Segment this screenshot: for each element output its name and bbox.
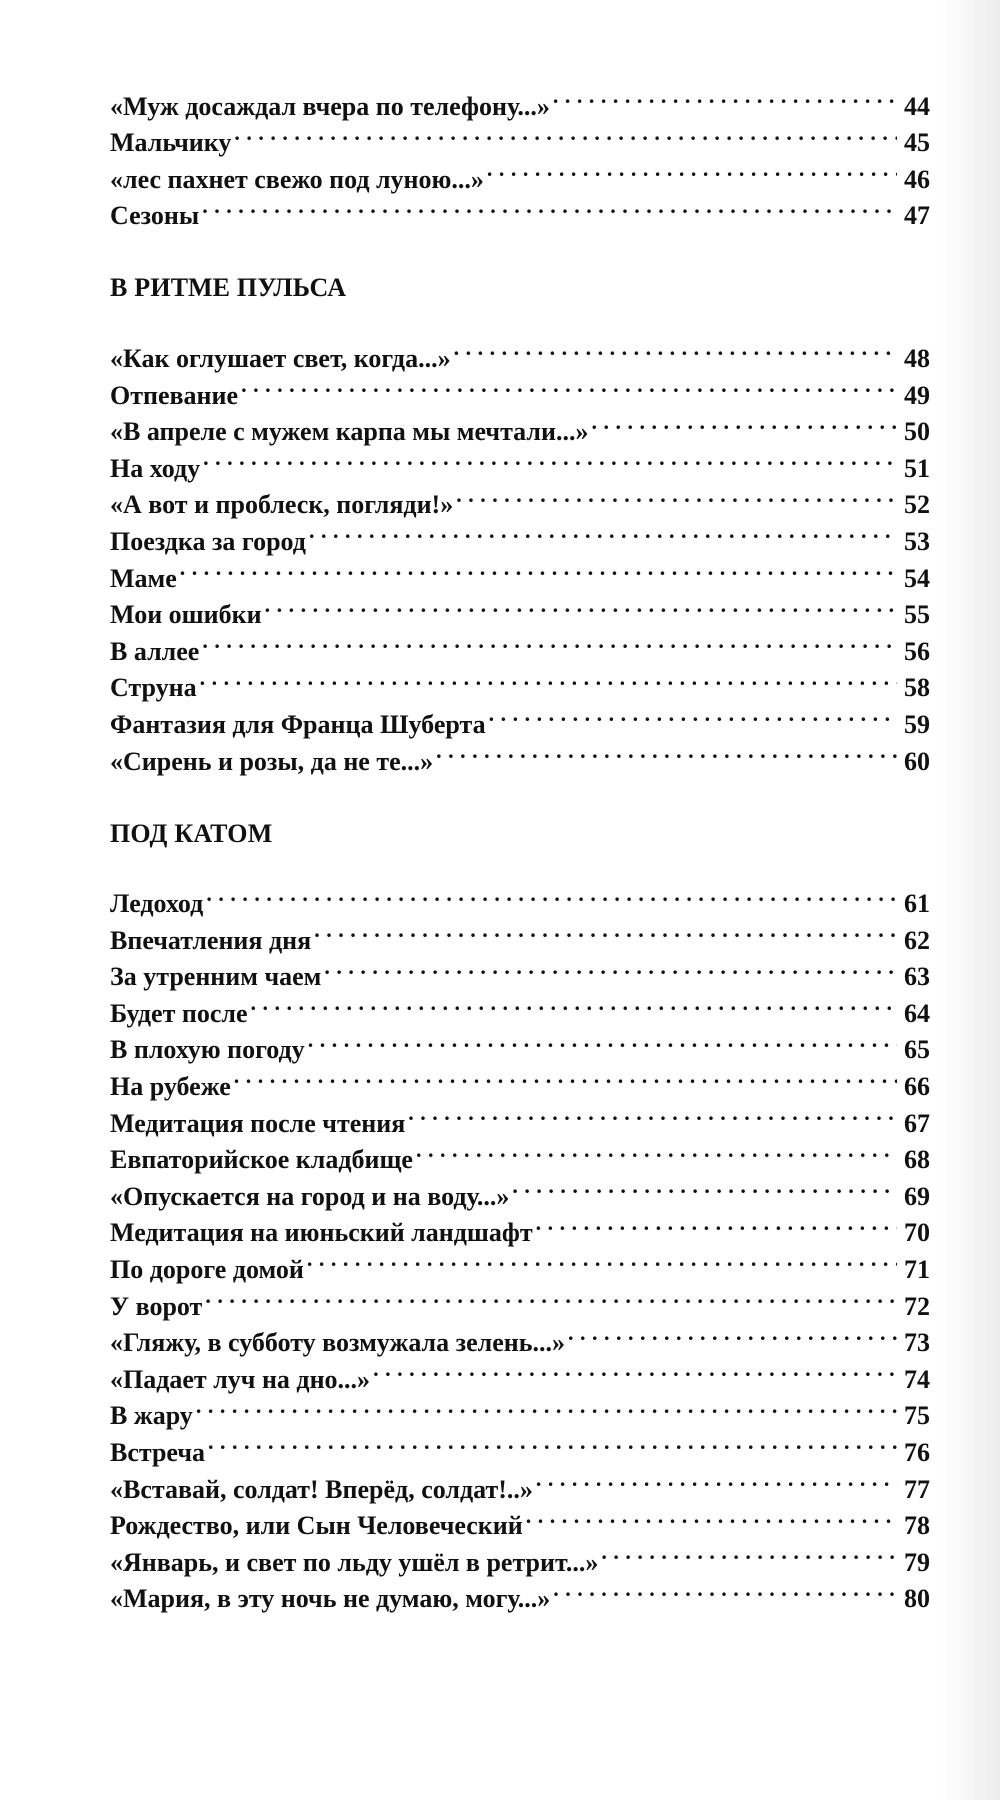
dot-leader	[416, 1132, 897, 1169]
entry-page-number: 45	[904, 128, 930, 158]
toc-entry-list	[110, 330, 930, 776]
toc-entry	[110, 1424, 930, 1467]
entry-page-number: 66	[904, 1072, 930, 1102]
entry-title: Встреча	[110, 1438, 205, 1467]
toc-entry	[110, 78, 930, 121]
entry-title: «Мария, в эту ночь не думаю, могу...»	[110, 1584, 551, 1614]
entry-page-number: 70	[904, 1218, 930, 1248]
toc-entry	[110, 1388, 930, 1431]
dot-leader	[568, 1315, 897, 1352]
entry-title: Медитация после чтения	[110, 1108, 406, 1138]
entry-title: «В апреле с мужем карпа мы мечтали...»	[110, 417, 589, 447]
dot-leader	[206, 876, 897, 913]
table-of-contents	[110, 78, 930, 1614]
entry-page-number: 47	[904, 201, 930, 231]
entry-title: На ходу	[110, 453, 201, 483]
toc-entry	[110, 587, 930, 630]
section-heading: ПОД КАТОМ	[110, 818, 273, 848]
dot-leader	[436, 733, 897, 770]
toc-entry	[110, 477, 930, 520]
toc-entry	[110, 1095, 930, 1138]
entry-title: Мальчику	[110, 128, 232, 158]
dot-leader	[208, 1424, 897, 1461]
dot-leader	[203, 440, 897, 477]
dot-leader	[200, 660, 897, 697]
entry-page-number: 49	[904, 380, 930, 410]
entry-title: Медитация на июньский ландшафт	[110, 1218, 533, 1248]
toc-entry-list	[110, 78, 930, 231]
entry-page-number: 59	[904, 709, 930, 739]
dot-leader	[308, 1022, 897, 1059]
entry-title: На рубеже	[110, 1072, 231, 1102]
dot-leader	[489, 696, 897, 733]
dot-leader	[196, 1388, 897, 1425]
entry-title: В плохую погоду	[110, 1035, 305, 1065]
entry-title: Евпаторийское кладбище	[110, 1145, 413, 1175]
section-heading: В РИТМЕ ПУЛЬСА	[110, 273, 347, 303]
entry-title: «Вставай, солдат! Вперёд, солдат!..»	[110, 1474, 533, 1504]
entry-title: «Сирень и розы, да не те...»	[110, 746, 434, 776]
entry-title: Поездка за город	[110, 526, 306, 556]
toc-entry	[110, 912, 930, 955]
entry-page-number: 55	[904, 600, 930, 630]
toc-entry	[110, 1315, 930, 1358]
entry-title: Фантазия для Франца Шуберта	[110, 709, 486, 739]
toc-entry	[110, 188, 930, 231]
entry-title: Впечатления дня	[110, 925, 312, 955]
entry-page-number: 44	[904, 91, 930, 121]
entry-page-number: 51	[904, 453, 930, 483]
toc-entry	[110, 1461, 930, 1504]
entry-page-number: 53	[904, 526, 930, 556]
toc-entry	[110, 1058, 930, 1102]
entry-title: «лес пахнет свежо под луною...»	[110, 164, 484, 194]
entry-page-number: 74	[904, 1364, 930, 1394]
dot-leader	[536, 1461, 897, 1498]
entry-title: Ледоход	[110, 889, 204, 919]
toc-section	[110, 270, 930, 776]
dot-leader	[591, 404, 897, 441]
entry-page-number: 65	[904, 1035, 930, 1065]
entry-title: «Опускается на город и на воду...»	[110, 1181, 510, 1211]
entry-page-number: 78	[904, 1511, 930, 1541]
entry-title: «Январь, и свет по льду ушёл в ретрит...»	[110, 1547, 599, 1577]
entry-title: «А вот и проблеск, погляди!»	[110, 490, 454, 520]
dot-leader	[408, 1095, 897, 1132]
page-edge-shadow	[940, 0, 1000, 1800]
dot-leader	[205, 1278, 897, 1315]
dot-leader	[314, 912, 897, 949]
entry-title: Сезоны	[110, 201, 200, 231]
dot-leader	[373, 1351, 897, 1388]
entry-title: «Падает луч на дно...»	[110, 1364, 371, 1394]
entry-title: Отпевание	[110, 380, 239, 410]
entry-page-number: 69	[904, 1181, 930, 1211]
toc-entry	[110, 623, 930, 666]
entry-title: В аллее	[110, 636, 200, 666]
dot-leader	[307, 1241, 897, 1278]
dot-leader	[526, 1498, 897, 1535]
toc-section	[110, 816, 930, 1614]
dot-leader	[202, 623, 897, 660]
dot-leader	[601, 1534, 897, 1571]
entry-title: Рождество, или Сын Человеческий	[110, 1511, 523, 1541]
entry-title: Струна	[110, 673, 197, 703]
dot-leader	[265, 587, 897, 624]
entry-title: Маме	[110, 563, 177, 593]
entry-page-number: 52	[904, 490, 930, 520]
toc-entry	[110, 151, 930, 194]
entry-page-number: 76	[904, 1438, 930, 1467]
entry-title: «Муж досаждал вчера по телефону...»	[110, 91, 550, 121]
toc-entry	[110, 696, 930, 739]
entry-page-number: 50	[904, 417, 930, 447]
dot-leader	[241, 367, 897, 404]
entry-page-number: 72	[904, 1291, 930, 1321]
toc-entry	[110, 330, 930, 373]
entry-page-number: 77	[904, 1474, 930, 1504]
toc-entry-list	[110, 876, 930, 1614]
dot-leader	[456, 477, 897, 514]
dot-leader	[553, 78, 897, 115]
dot-leader	[553, 1571, 897, 1608]
dot-leader	[202, 188, 897, 225]
dot-leader	[487, 151, 897, 188]
entry-page-number: 67	[904, 1108, 930, 1138]
entry-page-number: 54	[904, 563, 930, 593]
toc-entry	[110, 440, 930, 483]
dot-leader	[234, 115, 897, 152]
dot-leader	[234, 1058, 897, 1095]
entry-page-number: 48	[904, 343, 930, 373]
toc-entry	[110, 876, 930, 919]
toc-entry	[110, 1278, 930, 1321]
entry-page-number: 46	[904, 164, 930, 194]
entry-page-number: 68	[904, 1145, 930, 1175]
entry-page-number: 64	[904, 998, 930, 1028]
dot-leader	[324, 949, 897, 986]
dot-leader	[454, 330, 897, 367]
entry-page-number: 79	[904, 1547, 930, 1577]
entry-page-number: 71	[904, 1255, 930, 1285]
entry-title: У ворот	[110, 1291, 203, 1321]
entry-page-number: 56	[904, 636, 930, 666]
dot-leader	[512, 1168, 897, 1205]
entry-title: Мои ошибки	[110, 600, 262, 630]
entry-page-number: 80	[904, 1584, 930, 1614]
dot-leader	[180, 550, 897, 587]
entry-page-number: 58	[904, 673, 930, 703]
entry-title: В жару	[110, 1401, 193, 1431]
entry-title: «Как оглушает свет, когда...»	[110, 343, 451, 373]
toc-entry	[110, 550, 930, 593]
entry-page-number: 61	[904, 889, 930, 919]
dot-leader	[251, 985, 897, 1022]
entry-title: «Гляжу, в субботу возмужала зелень...»	[110, 1328, 565, 1358]
toc-entry	[110, 660, 930, 703]
entry-page-number: 73	[904, 1328, 930, 1358]
entry-title: По дороге домой	[110, 1255, 304, 1285]
entry-page-number: 60	[904, 746, 930, 776]
entry-title: За утренним чаем	[110, 962, 322, 992]
toc-section	[110, 78, 930, 231]
entry-page-number: 63	[904, 962, 930, 992]
entry-title: Будет после	[110, 998, 248, 1028]
dot-leader	[536, 1205, 897, 1242]
entry-page-number: 62	[904, 925, 930, 955]
dot-leader	[309, 513, 897, 550]
entry-page-number: 75	[904, 1401, 930, 1431]
